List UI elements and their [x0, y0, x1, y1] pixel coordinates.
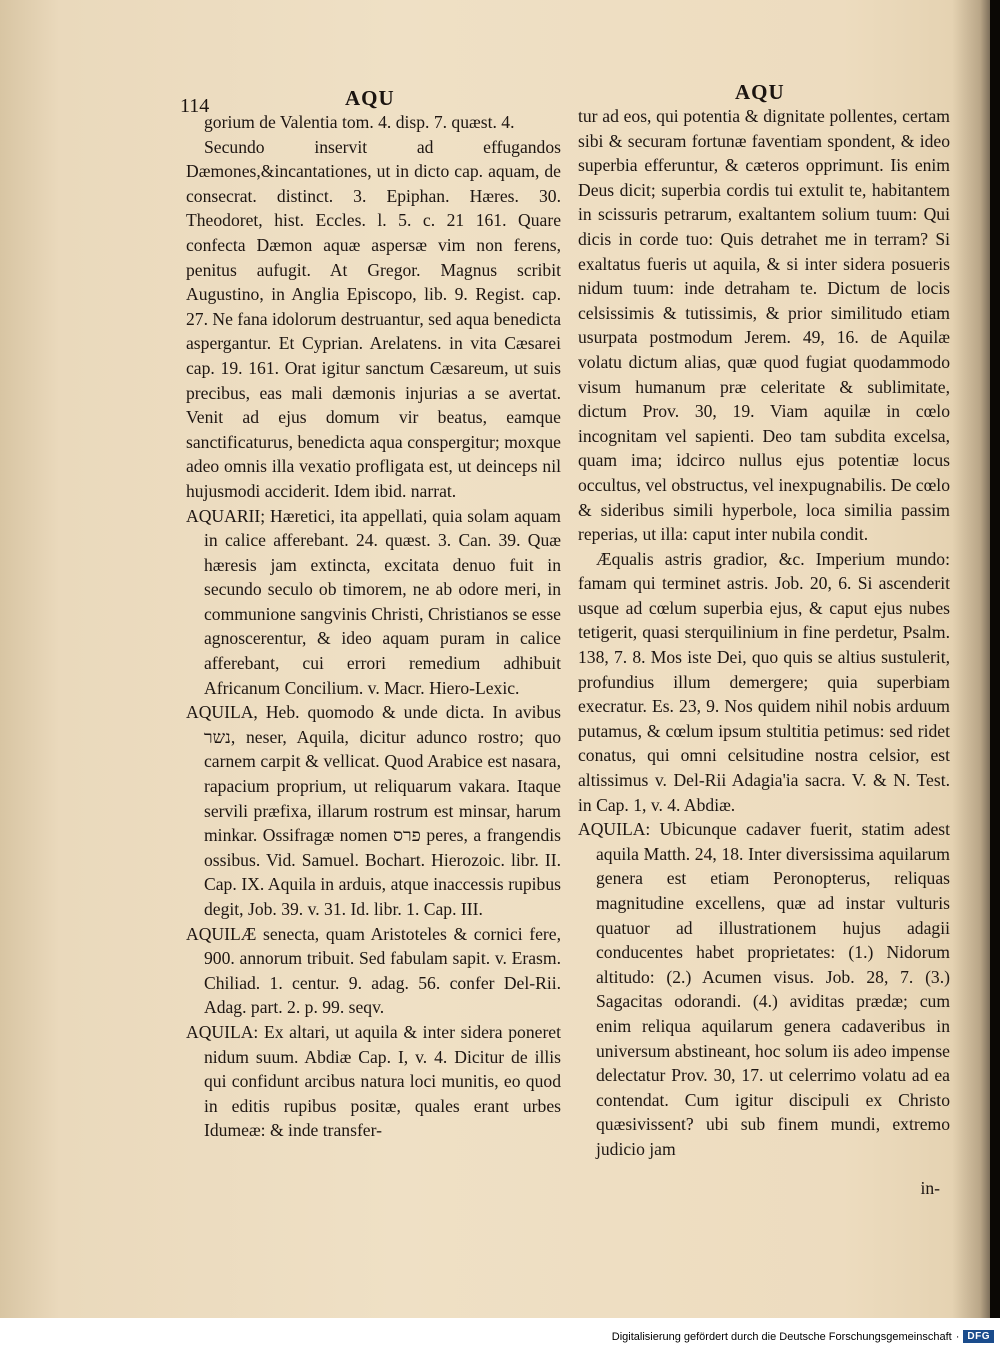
entry-aquilae-senecta: AQUILÆ senecta, quam Aristoteles & cornici fere, 900. annorum tribuit. Sed fabulam sapit. v. Erasm. Chiliad. 1. centur. 9. adag. 56. confer Del-Rii. Adag. part. 2. p. 99. seqv. — [186, 923, 561, 1018]
entry-aquila: AQUILA, Heb. quomodo & unde dicta. In avibus נשר, neser, Aquila, dicitur adunco rostro; quo carnem carpit & vellicat. Quod Arabice est nasara, rapacium proprium, ut reliquarum vakara. Itaque servili præfixa, illarum rostrum est minsar, harum minkar. Ossifragæ nomen פרס peres, a frangendis ossibus. Vid. Samuel. Bochart. Hierozoic. libr. II. Cap. IX. Aquila in arduis, atque inaccessis rupibus degit, Job. 39. v. 31. Id. libr. 1. Cap. III. — [186, 702, 561, 919]
entry-aquarii: AQUARII; Hæretici, ita appellati, quia solam aquam in calice afferebant. 24. quæst. 3. Can. 39. Quæ hæresis jam extincta, excitata denuo fuit in secundo seculo ob timorem, ne ab odore meri, in communione sangvinis Christi, Christianos se esse agnoscerentur, & ideo aquam puram in calice afferebant, cui errori remedium adhibuit Africanum Concilium. v. Macr. Hiero-Lexic. — [186, 505, 561, 698]
credit-text: Digitalisierung gefördert durch die Deutsche Forschungsgemeinschaft — [611, 1330, 952, 1343]
dfg-logo-icon: DFG — [963, 1330, 994, 1343]
running-head-left: AQU — [345, 86, 395, 110]
paragraph: gorium de Valentia tom. 4. disp. 7. quæst. 4. — [204, 112, 515, 132]
catchword: in- — [920, 1178, 940, 1198]
paragraph: tur ad eos, qui potentia & dignitate pollentes, certam sibi & securam fortunæ faventiam spondent, & ideo superbia efferuntur, & cæteros opprimunt. Iis enim Deus dicit; superbia cordis tui extulit te, habitantem in scissuris petrarum, exaltantem solium tuum: Qui dicis in corde tuo: Quis detrahet me in terram? Si exaltatus fueris ut aquila, & si inter sidera posueris nidum tuum: inde detraham te. Dictum de locis celsissimis & tutissimis, & prior similitudo etiam usurpata postmodum Jerem. 49, 16. de Aquilæ volatu dictum alias, quæ quod fugiat quodammodo visum humanum præ celeritate & sublimitate, dictum Prov. 30, 19. Viam aquilæ in cœlo incognitam vel sapienti. Deo tam subdita excelsa, quam ima; idcirco nullus ejus potentiæ locus occultus, vel obstructus, vel inexpugnabilis. De cœlo & sideribus simili hyperbole, loca similia passim reperias, ut illa: caput inter nubila condit. — [578, 106, 950, 545]
left-column — [186, 110, 561, 1143]
page-gutter-shadow — [952, 0, 992, 1318]
running-head-right: AQU — [735, 80, 785, 104]
page-number: 114 — [180, 95, 210, 117]
entry-aquila-ex-altari: AQUILA: Ex altari, ut aquila & inter sidera poneret nidum suum. Abdiæ Cap. I, v. 4. Dicitur de illis qui confidunt arcibus natura loci munitis, eo quod in editis rupibus positæ, quales erant urbes Idumeæ: & inde transfer- — [186, 1021, 561, 1141]
paragraph: Æqualis astris gradior, &c. Imperium mundo: famam qui terminet astris. Job. 20, 6. Si ascenderit usque ad cœlum superbia ejus, & caput ejus nubes tetigerit, quasi sterquilinium in fine perdetur, Psalm. 138, 7. 8. Mos iste Dei, quo quis se altius sustulerit, profundius illum demergere; quia superbiam execratur. Es. 23, 9. Nos quidem nihil nobis arduum putamus, & cœlum ipsum stultitia petimus: sed ridet conatus, qui omni celsitudine nostra celsior, est altissimus v. Del-Rii Adagia'ia sacra. V. & N. Test. in Cap. 1, v. 4. Abdiæ. — [578, 548, 950, 815]
entry-aquila-ubicunque: AQUILA: Ubicunque cadaver fuerit, statim adest aquila Matth. 24, 18. Inter diversissima aquilarum genera est etiam Peronopterus, reliquas magnitudine excellens, quæ ad instar vulturis quatuor ad illustrationem hujus adagii conducentes habet proprietates: (1.) Nidorum altitudo: (2.) Acumen visus. Job. 28, 7. (3.) Sagacitas odorandi. (4.) aviditas prædæ; cum enim reliqua aquilarum genera cadaveribus in universum abstineant, hoc solum iis adeo impense delectatur Prov. 30, 17. ut celerrimo volatu ad ea contendat. Cum igitur discipuli ex Christo quæsivissent? ubi sub finem mundi, extremo judicio jam — [578, 819, 950, 1159]
book-edge — [990, 0, 1000, 1318]
right-column — [578, 104, 950, 1162]
paragraph: Secundo inservit ad effugandos Dæmones,&incantationes, ut in dicto cap. aquam, de consecrat. distinct. 3. Epiphan. Hæres. 30. Theodoret, hist. Eccles. l. 5. c. 21 161. Quare confecta Dæmon aquæ aspersæ vim non ferens, penitus aufugit. At Gregor. Magnus scribit Augustino, in Anglia Episcopo, lib. 9. Regist. cap. 27. Ne fana idolorum destruantur, sed aqua benedicta aspergantur. Et Cyprian. Arelatens. in vita Cæsarei cap. 19. 161. Orat igitur sanctum Cæsareum, ut suis precibus, eas mali dæmonis injurias a se avertat. Venit ad ejus domum vir beatus, eamque sanctificaturus, benedicta aqua conspergitur; moxque adeo omnis illa vexatio profligata est, ut deinceps nil hujusmodi acciderit. Idem ibid. narrat. — [186, 136, 561, 501]
digitization-credit: Digitalisierung gefördert durch die Deutsche Forschungsgemeinschaft · DFG — [612, 1330, 994, 1343]
